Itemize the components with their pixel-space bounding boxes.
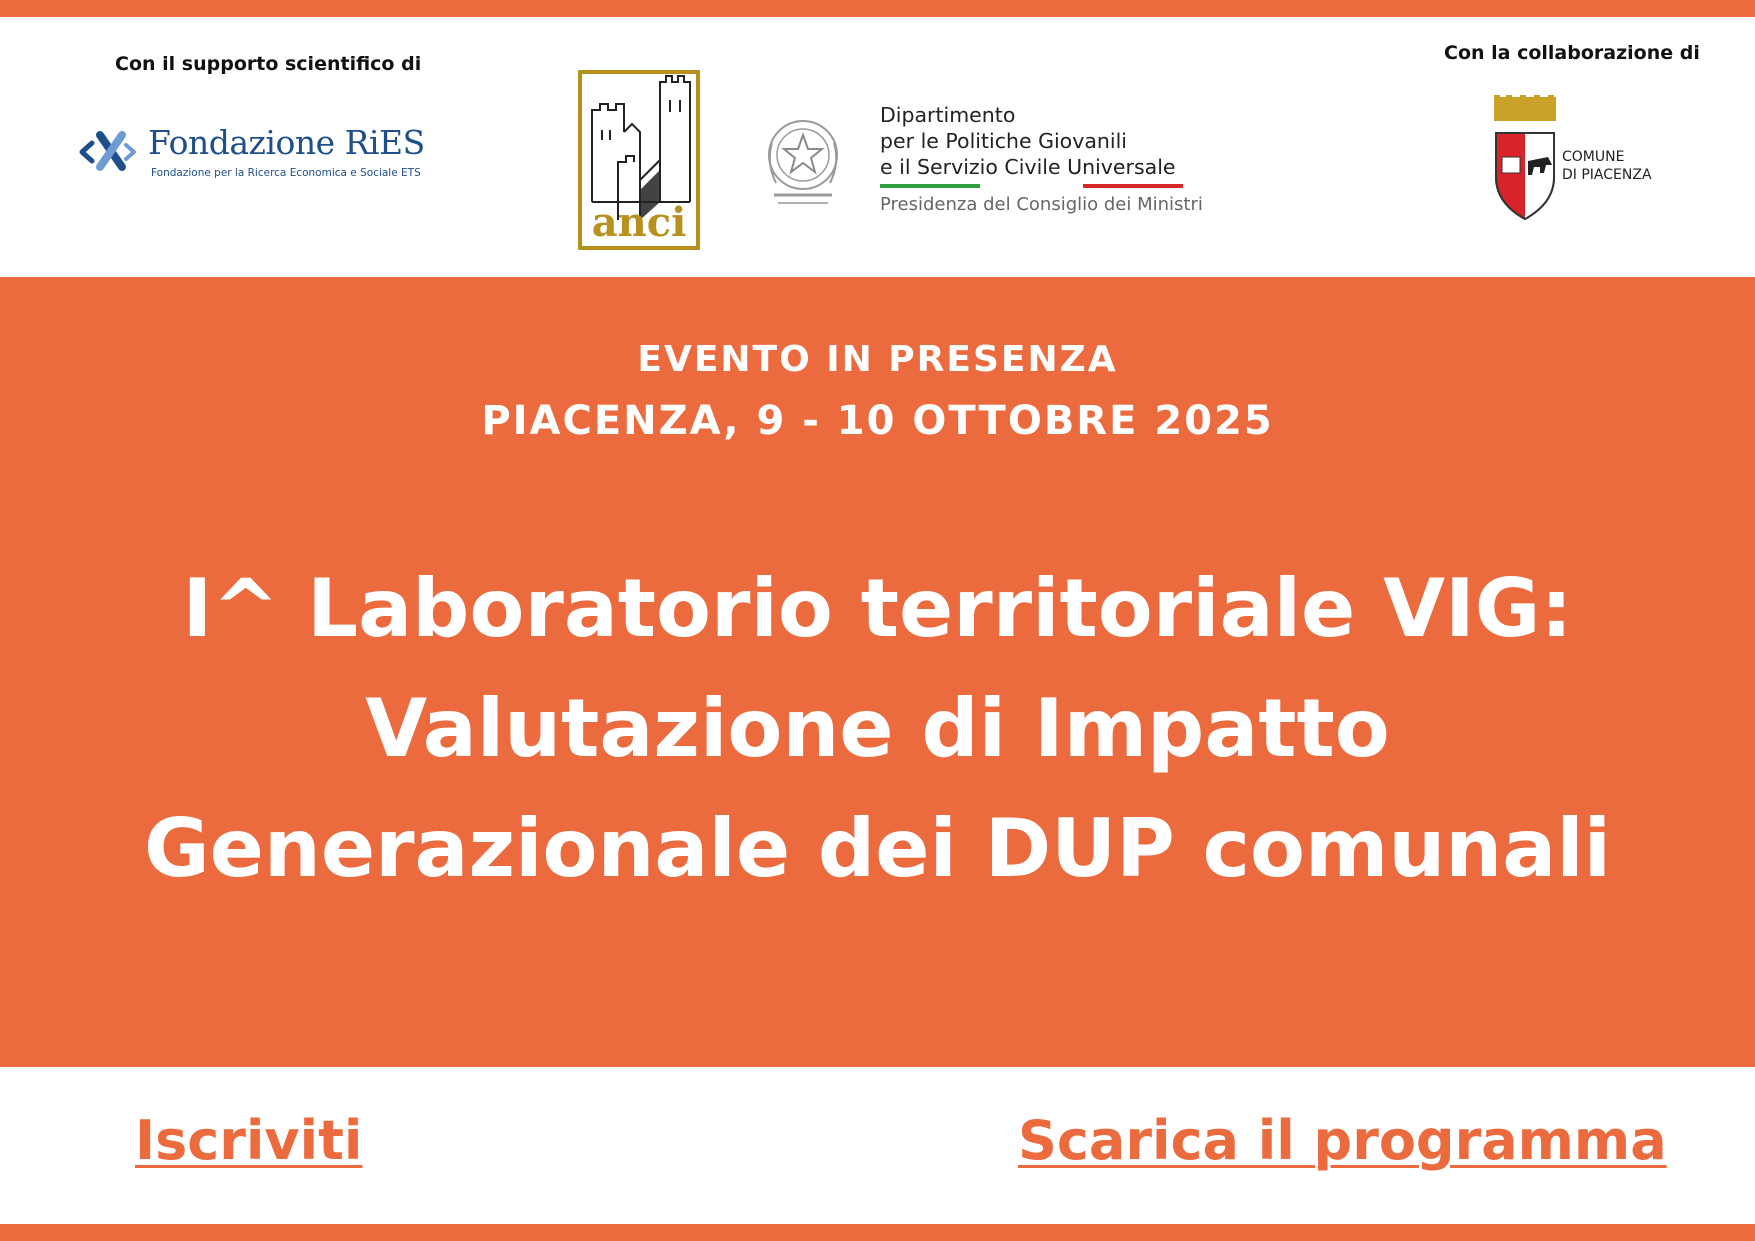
tricolor-rule bbox=[880, 184, 1183, 188]
tricolor-green bbox=[880, 184, 980, 188]
event-type: EVENTO IN PRESENZA bbox=[637, 339, 1118, 380]
event-title-line-1: I^ Laboratorio territoriale VIG: bbox=[182, 562, 1573, 655]
dipartimento-line-2: per le Politiche Giovanili bbox=[880, 129, 1127, 153]
dipartimento-line-3: e il Servizio Civile Universale bbox=[880, 155, 1176, 179]
bottom-accent-bar bbox=[0, 1224, 1755, 1241]
dipartimento-name bbox=[880, 102, 1176, 180]
anci-logo bbox=[578, 70, 700, 250]
dipartimento-line-1: Dipartimento bbox=[880, 103, 1016, 127]
download-program-link[interactable]: Scarica il programma bbox=[1018, 1109, 1667, 1172]
event-title-line-2: Valutazione di Impatto bbox=[365, 682, 1390, 775]
anci-tower-icon bbox=[578, 70, 700, 250]
comune-name bbox=[1562, 148, 1652, 184]
presidenza-consiglio: Presidenza del Consiglio dei Ministri bbox=[880, 194, 1203, 215]
event-banner bbox=[0, 277, 1755, 1067]
italian-republic-emblem-icon bbox=[762, 103, 844, 213]
collaboration-caption: Con la collaborazione di bbox=[1444, 42, 1700, 64]
piacenza-coat-of-arms-icon bbox=[1490, 95, 1560, 223]
fondazione-ries-logo bbox=[78, 121, 425, 181]
tricolor-red bbox=[1083, 184, 1183, 188]
comune-line-1: COMUNE bbox=[1562, 149, 1625, 165]
comune-line-2: DI PIACENZA bbox=[1562, 167, 1652, 183]
register-link[interactable]: Iscriviti bbox=[135, 1109, 363, 1172]
ries-name: Fondazione RiES bbox=[148, 123, 425, 162]
ries-mark-icon bbox=[78, 121, 138, 181]
event-title bbox=[0, 549, 1755, 909]
ries-subtitle: Fondazione per la Ricerca Economica e Sociale ETS bbox=[151, 167, 421, 179]
event-title-line-3: Generazionale dei DUP comunali bbox=[143, 802, 1612, 895]
support-caption: Con il supporto scientifico di bbox=[115, 53, 422, 75]
event-place-date: PIACENZA, 9 - 10 OTTOBRE 2025 bbox=[481, 398, 1274, 444]
svg-text:anci: anci bbox=[591, 199, 687, 246]
top-accent-bar bbox=[0, 0, 1755, 17]
